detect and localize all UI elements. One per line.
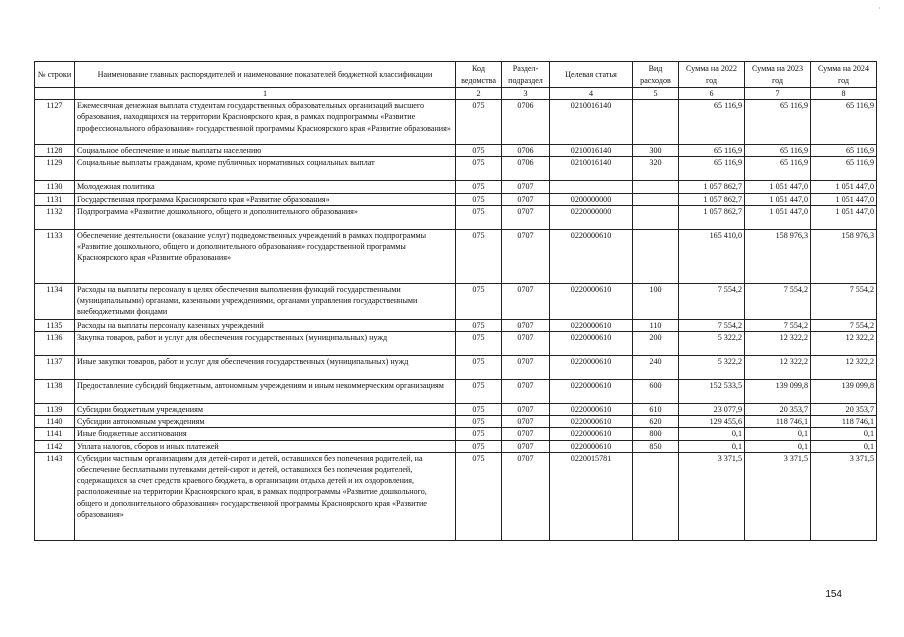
row-section: 0706: [502, 145, 550, 157]
table-body: [35, 100, 877, 541]
row-sum-2023: 0,1: [745, 428, 811, 440]
row-sum-2024: 158 976,3: [811, 229, 877, 283]
row-department-code: 075: [456, 404, 502, 416]
row-sum-2024: 12 322,2: [811, 356, 877, 380]
row-section: 0707: [502, 332, 550, 356]
row-number: 1131: [35, 193, 75, 205]
row-sum-2024: 139 099,8: [811, 380, 877, 404]
row-sum-2022: 1 057 862,7: [679, 181, 745, 193]
row-department-code: 075: [456, 193, 502, 205]
table-row: [35, 356, 877, 380]
row-expense-type: [633, 193, 679, 205]
row-target-article: 0210016140: [550, 100, 633, 145]
row-sum-2024: 65 116,9: [811, 100, 877, 145]
row-number: 1128: [35, 145, 75, 157]
row-target-article: [550, 181, 633, 193]
column-number: 4: [550, 88, 633, 100]
page-number: 154: [825, 589, 842, 600]
table-row: [35, 416, 877, 428]
row-target-article: 0220000610: [550, 380, 633, 404]
row-expense-type: 200: [633, 332, 679, 356]
row-sum-2023: 65 116,9: [745, 157, 811, 181]
row-section: 0707: [502, 416, 550, 428]
row-name: Закупка товаров, работ и услуг для обеспечения государственных (муниципальных) нужд: [75, 332, 456, 356]
header-department-code: Код ведомства: [456, 62, 502, 88]
header-sum-2023: Сумма на 2023 год: [745, 62, 811, 88]
row-department-code: 075: [456, 100, 502, 145]
row-section: 0706: [502, 157, 550, 181]
row-department-code: 075: [456, 440, 502, 452]
row-section: 0707: [502, 440, 550, 452]
row-section: 0707: [502, 356, 550, 380]
table-row: [35, 181, 877, 193]
row-sum-2024: 1 051 447,0: [811, 181, 877, 193]
row-name: Расходы на выплаты персоналу в целях обеспечения выполнения функций государственными (муниципальными) органами, казенными учреждениями, органами управления государственными внебюджетными фондами: [75, 283, 456, 319]
row-target-article: 0210016140: [550, 157, 633, 181]
row-section: 0707: [502, 319, 550, 331]
row-sum-2023: 118 746,1: [745, 416, 811, 428]
row-department-code: 075: [456, 283, 502, 319]
row-name: Предоставление субсидий бюджетным, автономным учреждениям и иным некоммерческим организациям: [75, 380, 456, 404]
table-row: [35, 157, 877, 181]
row-target-article: 0220000610: [550, 319, 633, 331]
row-expense-type: 800: [633, 428, 679, 440]
row-sum-2022: 23 077,9: [679, 404, 745, 416]
row-sum-2022: 65 116,9: [679, 157, 745, 181]
row-section: 0707: [502, 428, 550, 440]
row-target-article: 0220000610: [550, 416, 633, 428]
column-number: 8: [811, 88, 877, 100]
row-sum-2024: 20 353,7: [811, 404, 877, 416]
row-name: Иные закупки товаров, работ и услуг для обеспечения государственных (муниципальных) нужд: [75, 356, 456, 380]
row-sum-2024: 7 554,2: [811, 283, 877, 319]
row-sum-2022: 129 455,6: [679, 416, 745, 428]
row-name: Социальное обеспечение и иные выплаты населению: [75, 145, 456, 157]
row-sum-2022: 7 554,2: [679, 319, 745, 331]
row-sum-2022: 0,1: [679, 440, 745, 452]
header-target-article: Целевая статья: [550, 62, 633, 88]
header-sum-2024: Сумма на 2024 год: [811, 62, 877, 88]
row-expense-type: 610: [633, 404, 679, 416]
row-section: 0707: [502, 380, 550, 404]
row-name: Молодежная политика: [75, 181, 456, 193]
row-section: 0707: [502, 193, 550, 205]
row-sum-2024: 65 116,9: [811, 157, 877, 181]
row-name: Субсидии автономным учреждениям: [75, 416, 456, 428]
row-section: 0707: [502, 452, 550, 540]
table-row: [35, 145, 877, 157]
header-name: Наименование главных распорядителей и наименование показателей бюджетной классификации: [75, 62, 456, 88]
table-row: [35, 319, 877, 331]
row-expense-type: 240: [633, 356, 679, 380]
row-name: Государственная программа Красноярского края «Развитие образования»: [75, 193, 456, 205]
row-sum-2023: 65 116,9: [745, 145, 811, 157]
row-target-article: 0200000000: [550, 193, 633, 205]
row-section: 0707: [502, 229, 550, 283]
column-number: 3: [502, 88, 550, 100]
row-sum-2024: 7 554,2: [811, 319, 877, 331]
row-sum-2023: 12 322,2: [745, 356, 811, 380]
row-sum-2022: 1 057 862,7: [679, 193, 745, 205]
column-number: 7: [745, 88, 811, 100]
row-sum-2024: 12 322,2: [811, 332, 877, 356]
row-department-code: 075: [456, 332, 502, 356]
column-numbers-row: [35, 88, 877, 100]
row-name: Субсидии частным организациям для детей-сирот и детей, оставшихся без попечения родителей, на обеспечение бесплатными путевками детей-сирот и детей, оставшихся без попечения родителей, содержащихся за счет средств краевого бюджета, в организации отдыха детей и их оздоровления, расположенные на территории Красноярского края, в рамках подпрограммы «Развитие дошкольного, общего и дополнительного образования» государственной программы Красноярского края «Развитие образования»: [75, 452, 456, 540]
column-number: 6: [679, 88, 745, 100]
row-name: Иные бюджетные ассигнования: [75, 428, 456, 440]
row-section: 0707: [502, 205, 550, 229]
row-sum-2022: 65 116,9: [679, 145, 745, 157]
budget-table: [34, 61, 877, 541]
row-sum-2022: 165 410,0: [679, 229, 745, 283]
row-section: 0707: [502, 181, 550, 193]
table-row: [35, 440, 877, 452]
row-department-code: 075: [456, 181, 502, 193]
row-sum-2023: 65 116,9: [745, 100, 811, 145]
row-sum-2023: 158 976,3: [745, 229, 811, 283]
row-target-article: 0220000610: [550, 283, 633, 319]
row-sum-2023: 1 051 447,0: [745, 193, 811, 205]
row-sum-2023: 1 051 447,0: [745, 205, 811, 229]
row-department-code: 075: [456, 416, 502, 428]
table-header-row: [35, 62, 877, 88]
row-number: 1141: [35, 428, 75, 440]
row-expense-type: [633, 181, 679, 193]
row-department-code: 075: [456, 229, 502, 283]
row-sum-2022: 5 322,2: [679, 332, 745, 356]
row-expense-type: [633, 452, 679, 540]
row-expense-type: 600: [633, 380, 679, 404]
row-expense-type: [633, 100, 679, 145]
row-number: 1135: [35, 319, 75, 331]
row-number: 1132: [35, 205, 75, 229]
row-sum-2024: 0,1: [811, 440, 877, 452]
row-name: Субсидии бюджетным учреждениям: [75, 404, 456, 416]
row-number: 1137: [35, 356, 75, 380]
row-number: 1133: [35, 229, 75, 283]
row-name: Обеспечение деятельности (оказание услуг) подведомственных учреждений в рамках подпрограммы «Развитие дошкольного, общего и дополнительного образования» государственной программы Красноярского края «Развитие образования»: [75, 229, 456, 283]
table-row: [35, 452, 877, 540]
header-row-number: № строки: [35, 62, 75, 88]
row-sum-2022: 3 371,5: [679, 452, 745, 540]
column-number: 2: [456, 88, 502, 100]
row-number: 1127: [35, 100, 75, 145]
row-expense-type: [633, 205, 679, 229]
row-target-article: 0220000610: [550, 404, 633, 416]
row-target-article: 0220000610: [550, 356, 633, 380]
table-row: [35, 283, 877, 319]
row-number: 1142: [35, 440, 75, 452]
row-sum-2022: 65 116,9: [679, 100, 745, 145]
row-number: 1138: [35, 380, 75, 404]
row-sum-2024: 118 746,1: [811, 416, 877, 428]
row-expense-type: [633, 229, 679, 283]
row-number: 1139: [35, 404, 75, 416]
row-department-code: 075: [456, 452, 502, 540]
table-row: [35, 332, 877, 356]
row-number: 1129: [35, 157, 75, 181]
row-sum-2023: 3 371,5: [745, 452, 811, 540]
row-department-code: 075: [456, 205, 502, 229]
row-expense-type: 320: [633, 157, 679, 181]
row-section: 0707: [502, 404, 550, 416]
row-target-article: 0220000000: [550, 205, 633, 229]
row-expense-type: 300: [633, 145, 679, 157]
row-target-article: 0220000610: [550, 229, 633, 283]
row-sum-2022: 0,1: [679, 428, 745, 440]
table-row: [35, 428, 877, 440]
row-section: 0707: [502, 283, 550, 319]
table-row: [35, 229, 877, 283]
row-sum-2023: 7 554,2: [745, 319, 811, 331]
row-name: Расходы на выплаты персоналу казенных учреждений: [75, 319, 456, 331]
row-name: Социальные выплаты гражданам, кроме публичных нормативных социальных выплат: [75, 157, 456, 181]
row-sum-2024: 1 051 447,0: [811, 205, 877, 229]
corner-mark: ·: [878, 4, 881, 13]
row-number: 1140: [35, 416, 75, 428]
row-expense-type: 620: [633, 416, 679, 428]
row-target-article: 0220000610: [550, 332, 633, 356]
row-department-code: 075: [456, 356, 502, 380]
row-department-code: 075: [456, 319, 502, 331]
table-row: [35, 100, 877, 145]
row-sum-2022: 152 533,5: [679, 380, 745, 404]
row-expense-type: 100: [633, 283, 679, 319]
table-row: [35, 193, 877, 205]
row-department-code: 075: [456, 145, 502, 157]
row-sum-2024: 0,1: [811, 428, 877, 440]
header-expense-type: Вид расходов: [633, 62, 679, 88]
row-number: 1143: [35, 452, 75, 540]
row-target-article: 0220000610: [550, 428, 633, 440]
row-name: Ежемесячная денежная выплата студентам государственных образовательных организаций высшего образования, находящихся на территории Красноярского края, в рамках подпрограммы «Развитие профессионального образования» государственной программы Красноярского края «Развитие образования»: [75, 100, 456, 145]
row-name: Уплата налогов, сборов и иных платежей: [75, 440, 456, 452]
row-expense-type: 110: [633, 319, 679, 331]
header-sum-2022: Сумма на 2022 год: [679, 62, 745, 88]
row-department-code: 075: [456, 428, 502, 440]
row-expense-type: 850: [633, 440, 679, 452]
row-sum-2024: 1 051 447,0: [811, 193, 877, 205]
column-number: [35, 88, 75, 100]
header-section: Раздел-подраздел: [502, 62, 550, 88]
row-number: 1134: [35, 283, 75, 319]
row-sum-2022: 1 057 862,7: [679, 205, 745, 229]
row-sum-2023: 7 554,2: [745, 283, 811, 319]
row-sum-2023: 139 099,8: [745, 380, 811, 404]
row-sum-2023: 12 322,2: [745, 332, 811, 356]
row-target-article: 0220000610: [550, 440, 633, 452]
row-section: 0706: [502, 100, 550, 145]
column-number: 5: [633, 88, 679, 100]
row-department-code: 075: [456, 157, 502, 181]
table-row: [35, 404, 877, 416]
row-number: 1136: [35, 332, 75, 356]
table-row: [35, 205, 877, 229]
row-sum-2023: 1 051 447,0: [745, 181, 811, 193]
row-sum-2023: 0,1: [745, 440, 811, 452]
row-sum-2022: 5 322,2: [679, 356, 745, 380]
row-number: 1130: [35, 181, 75, 193]
row-sum-2024: 65 116,9: [811, 145, 877, 157]
column-number: 1: [75, 88, 456, 100]
row-target-article: 0210016140: [550, 145, 633, 157]
table-row: [35, 380, 877, 404]
row-name: Подпрограмма «Развитие дошкольного, общего и дополнительного образования»: [75, 205, 456, 229]
row-sum-2023: 20 353,7: [745, 404, 811, 416]
row-target-article: 0220015781: [550, 452, 633, 540]
row-sum-2024: 3 371,5: [811, 452, 877, 540]
row-sum-2022: 7 554,2: [679, 283, 745, 319]
row-department-code: 075: [456, 380, 502, 404]
